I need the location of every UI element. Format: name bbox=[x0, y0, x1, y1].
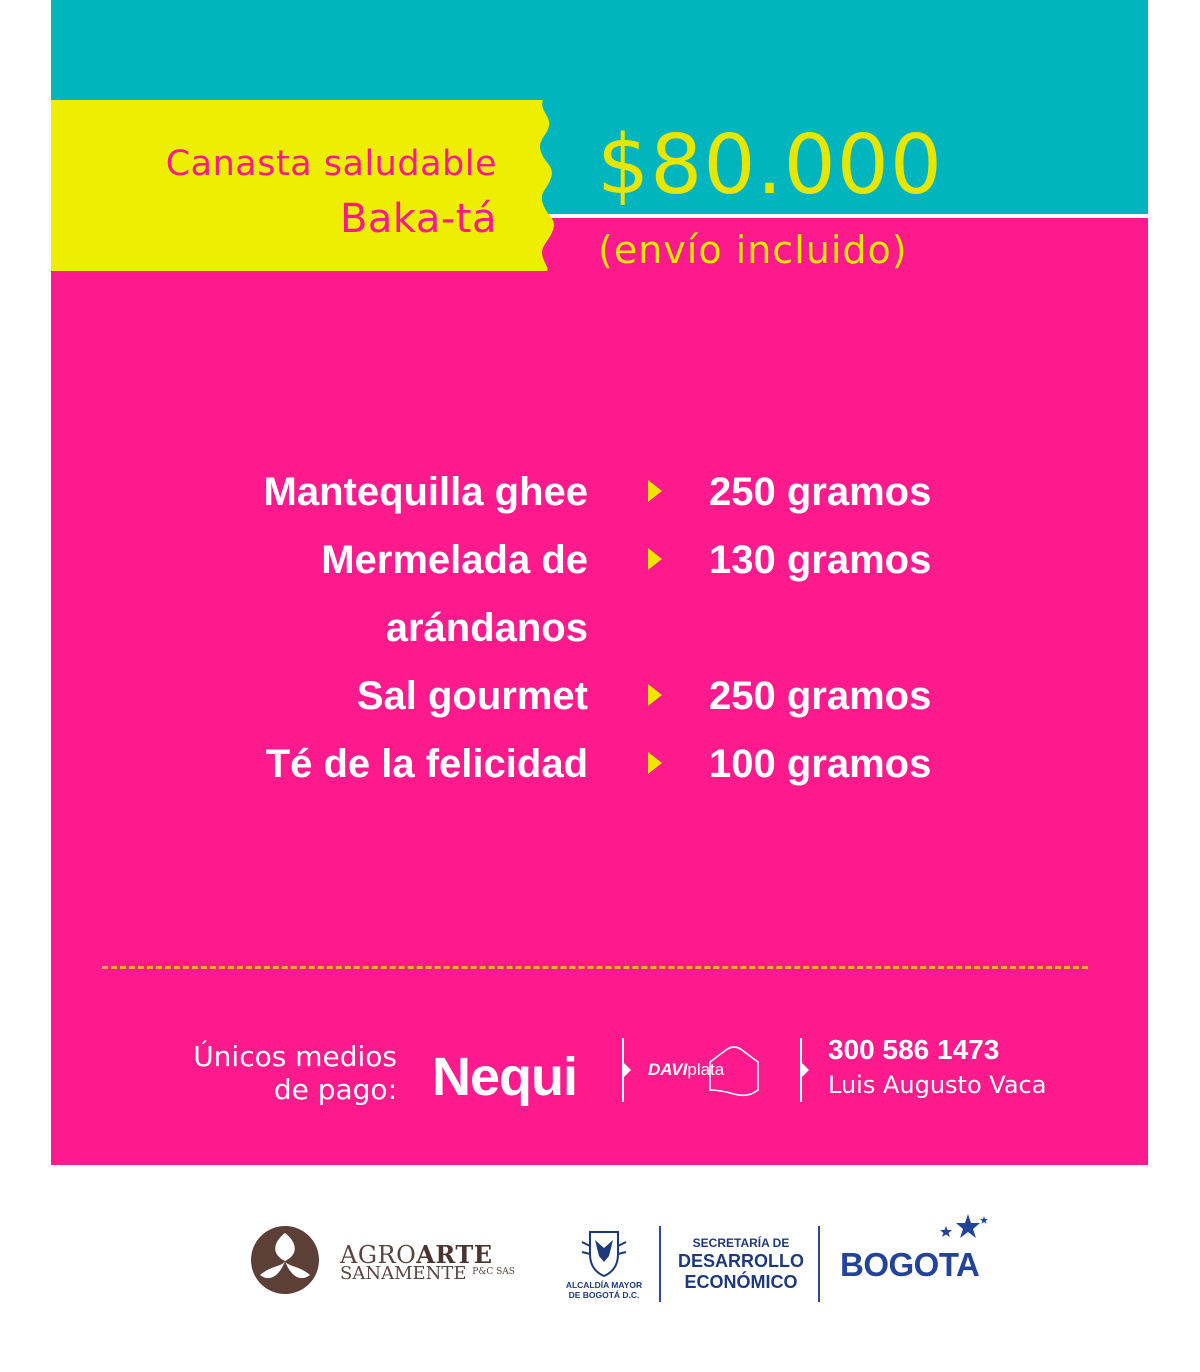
secretaria-line-1: SECRETARÍA DE bbox=[692, 1236, 790, 1250]
ticket-shape bbox=[51, 100, 561, 271]
bogota-crest-icon bbox=[578, 1228, 630, 1278]
title-ticket bbox=[51, 100, 561, 271]
header-divider bbox=[548, 214, 1148, 218]
secretaria-line-3: ECONÓMICO bbox=[684, 1272, 798, 1292]
list-item bbox=[0, 458, 1200, 526]
item-quantity: 250 gramos bbox=[709, 674, 932, 718]
item-name: Sal gourmet bbox=[356, 674, 588, 718]
price: $80.000 bbox=[597, 118, 944, 213]
arrow-icon bbox=[648, 752, 662, 774]
item-quantity: 250 gramos bbox=[709, 470, 932, 514]
account-holder: Luis Augusto Vaca bbox=[828, 1071, 1047, 1099]
daviplata-logo bbox=[648, 1040, 774, 1102]
bogota-wordmark: BOGOTA bbox=[840, 1246, 980, 1283]
chevron-right-icon bbox=[624, 1063, 631, 1077]
title-line-1: Canasta saludable bbox=[165, 144, 497, 184]
chevron-right-icon bbox=[802, 1063, 809, 1077]
arrow-icon bbox=[648, 480, 662, 502]
agroarte-sub: SANAMENTE bbox=[340, 1263, 467, 1284]
agroarte-part-2: ARTE bbox=[416, 1240, 493, 1269]
dashed-divider bbox=[102, 966, 1088, 969]
agroarte-part-1: AGRO bbox=[340, 1241, 417, 1269]
list-item bbox=[0, 662, 1200, 730]
agroarte-suffix: P&C SAS bbox=[472, 1267, 515, 1277]
list-item bbox=[0, 526, 1200, 662]
item-name: Té de la felicidad bbox=[265, 742, 588, 786]
alcaldia-name: ALCALDÍA MAYOR DE BOGOTÁ D.C. bbox=[565, 1280, 643, 1300]
title-line-2: Baka-tá bbox=[339, 196, 497, 242]
secretaria-logo bbox=[678, 1236, 804, 1293]
daviplata-part-2: plata bbox=[687, 1060, 725, 1079]
item-quantity: 130 gramos bbox=[709, 538, 932, 582]
arrow-icon bbox=[648, 684, 662, 706]
shipping-note: (envío incluido) bbox=[598, 228, 908, 272]
logo-divider bbox=[818, 1226, 820, 1302]
agroarte-subtitle bbox=[340, 1263, 515, 1284]
phone-number: 300 586 1473 bbox=[828, 1034, 1000, 1065]
item-name: Mermelada de arándanos bbox=[321, 538, 588, 650]
agroarte-leaf-icon bbox=[250, 1225, 320, 1295]
secretaria-line-2: DESARROLLO bbox=[678, 1251, 804, 1271]
payment-label-line-1: Únicos medios bbox=[193, 1040, 397, 1073]
payment-label-line-2: de pago: bbox=[273, 1073, 397, 1106]
payment-label bbox=[193, 1040, 397, 1106]
daviplata-part-1: DAVI bbox=[648, 1060, 688, 1079]
arrow-icon bbox=[648, 548, 662, 570]
item-quantity: 100 gramos bbox=[709, 742, 932, 786]
item-name: Mantequilla ghee bbox=[263, 470, 588, 514]
nequi-logo: Nequi bbox=[432, 1047, 578, 1107]
list-item bbox=[0, 730, 1200, 798]
stars-icon bbox=[938, 1212, 990, 1254]
logo-divider bbox=[659, 1226, 661, 1302]
